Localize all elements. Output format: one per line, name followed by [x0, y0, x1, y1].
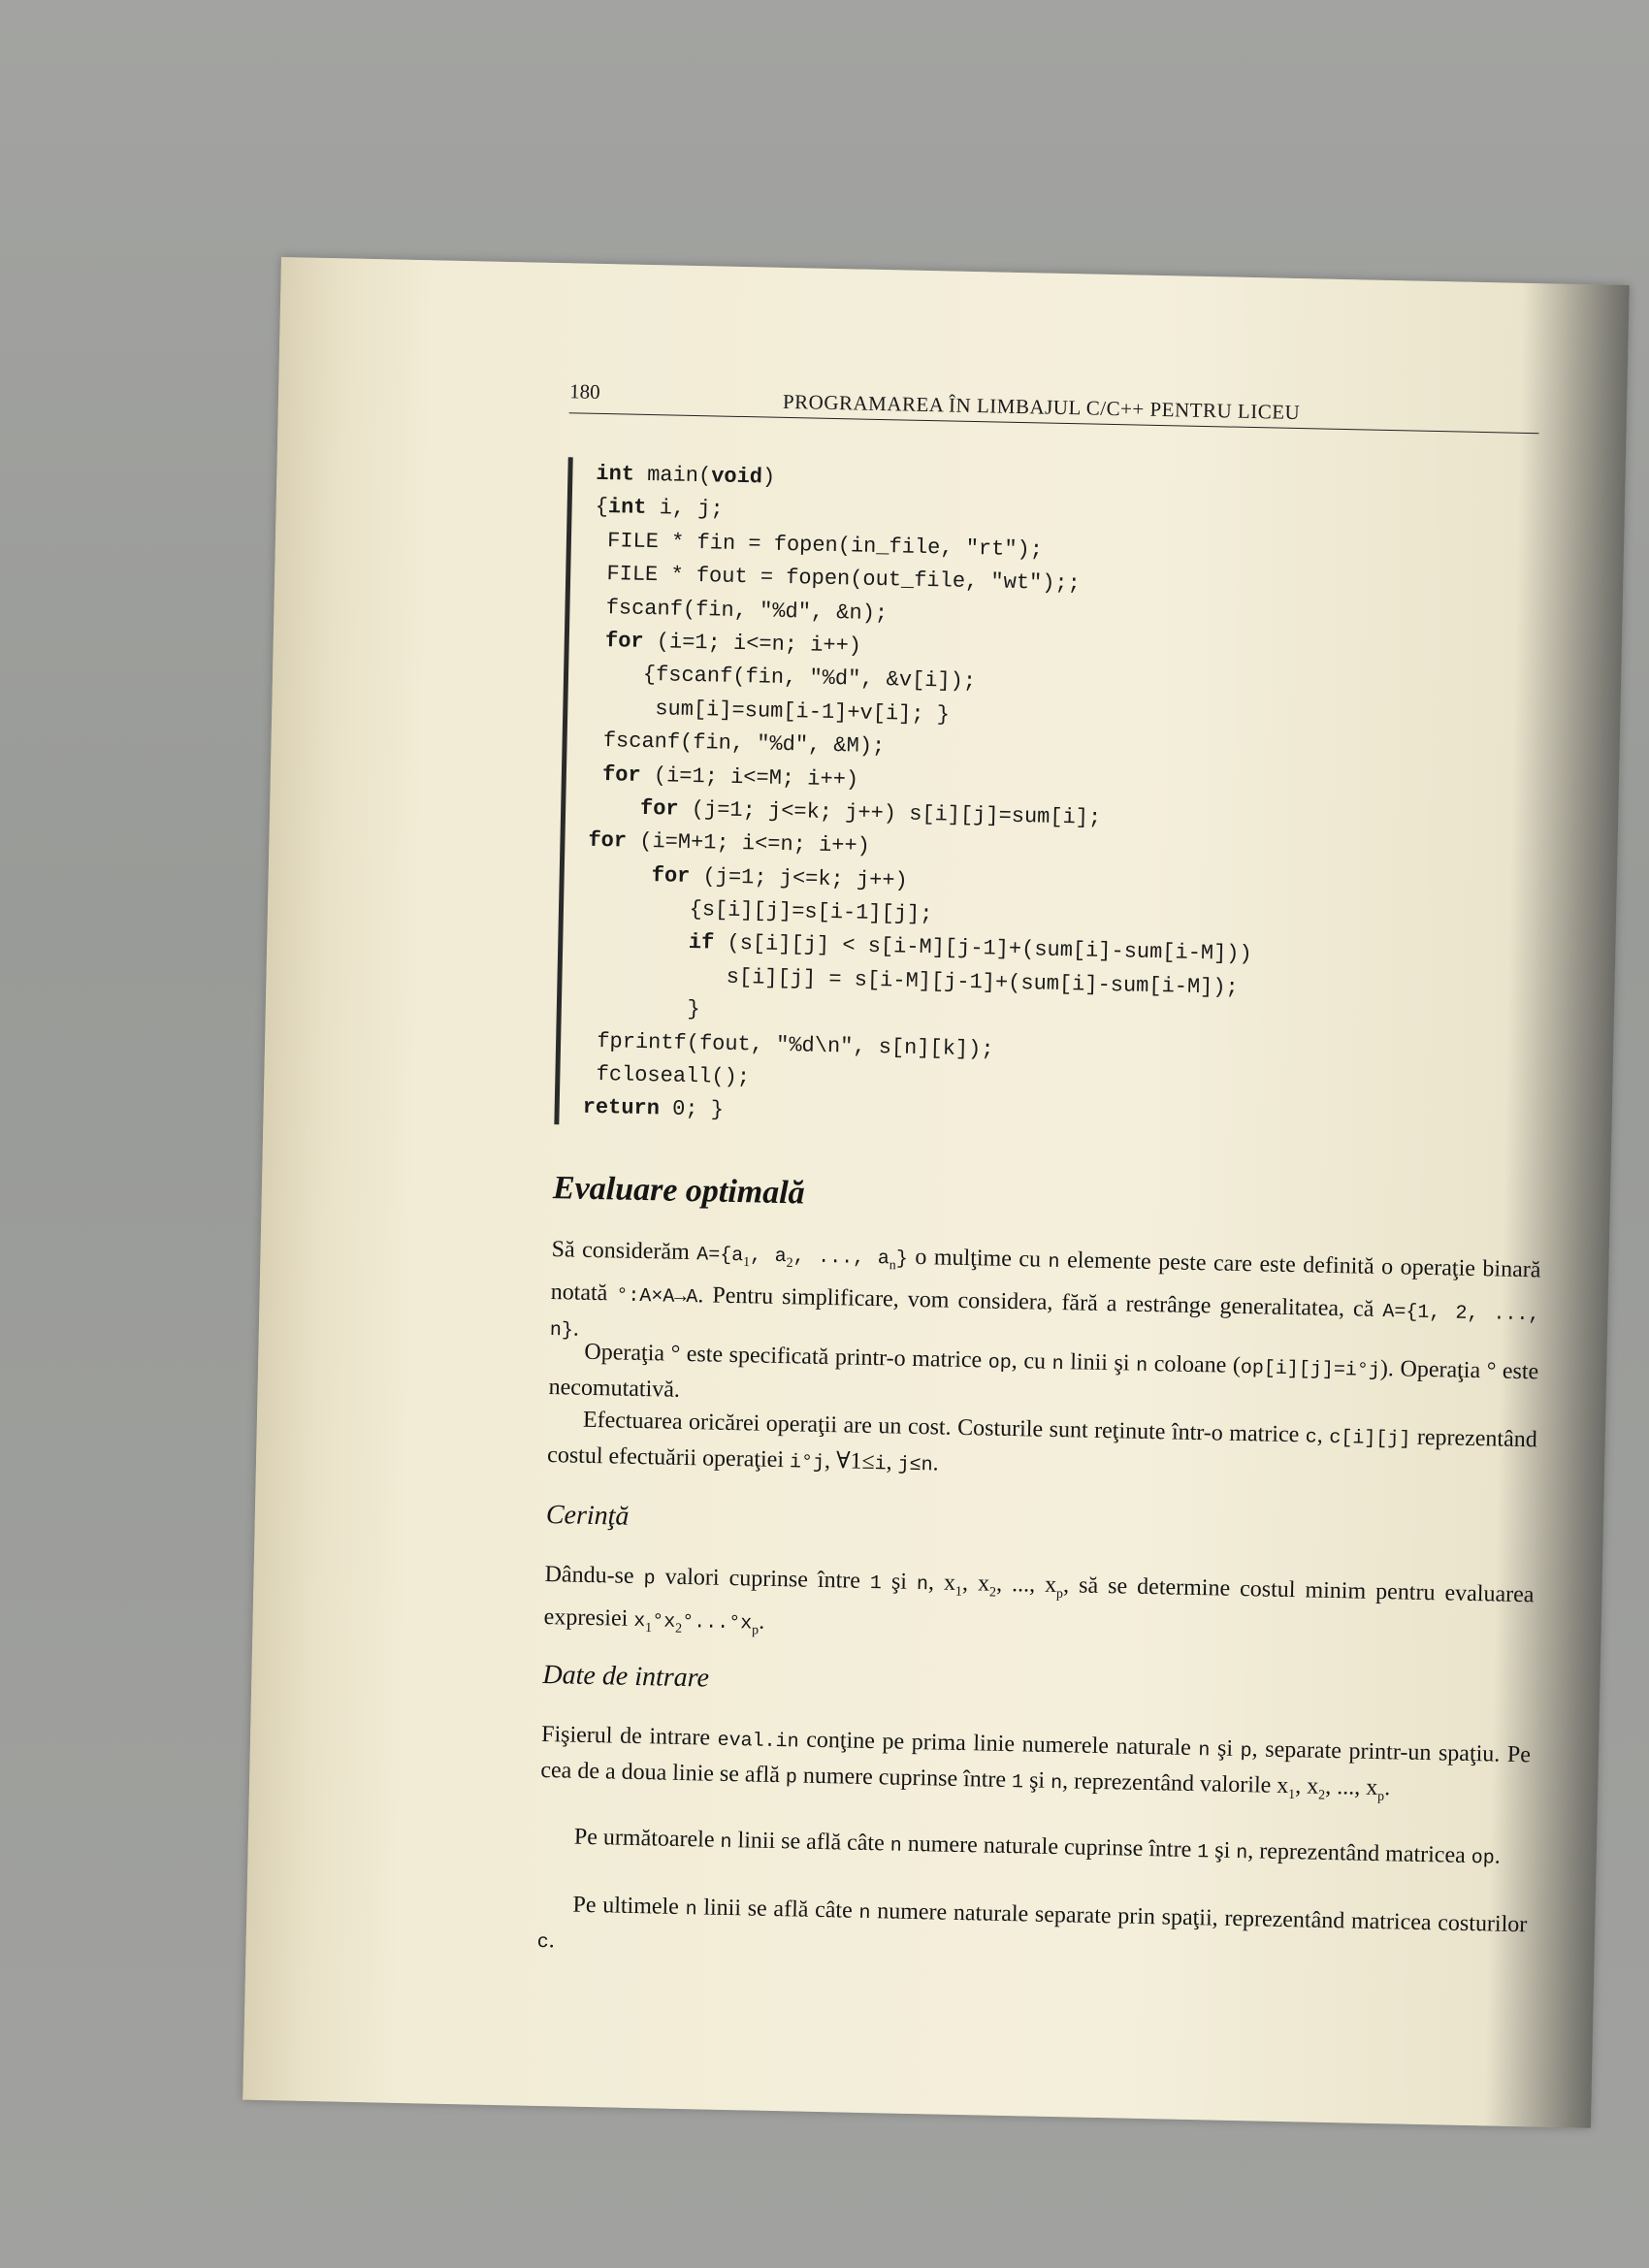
- code-listing: [554, 457, 1469, 1143]
- intro-paragraph-2: Operaţia ° este specificată printr-o matrice op, cu n linii şi n coloane (op[i][j]=i°j). Operaţia ° este necomutativă.: [548, 1339, 1539, 1403]
- code-line: if (s[i][j] < s[i-M][j-1]+(sum[i]-sum[i-M])): [688, 930, 1252, 967]
- code-line: for (i=M+1; i<=n; i++): [588, 828, 871, 859]
- intro-paragraph-1: Să considerăm $A=\{a_1$, $a_2$, ..., $a_n$} o mulţime cu n elemente peste care este definită o operaţie binară notată °:A×A→A. Pentru simplificare, vom considera, fără a restrânge generalitatea, că A={1, 2, ..., n}.: [549, 1237, 1541, 1343]
- code-line: for (i=1; i<=n; i++): [604, 629, 862, 659]
- code-line: s[i][j] = s[i-M][j-1]+(sum[i]-sum[i-M]);: [585, 961, 1240, 1000]
- code-line: }: [584, 994, 700, 1022]
- requirement-paragraph: Dându-se p valori cuprinse între 1 şi n, $x_1$, $x_2$, ..., $x_p$, să se determine costul minim pentru evaluarea expresiei $x_1^\circ x_2^\circ...^\circ x_p$.: [543, 1561, 1535, 1638]
- book-page: [242, 257, 1629, 2128]
- code-line: for (j=1; j<=k; j++) s[i][j]=sum[i];: [639, 795, 1102, 830]
- intro-paragraph-3: Efectuarea oricărei operaţii are un cost. Costurile sunt reţinute într-o matrice c, c[i][j] reprezentând costul efectuării operaţiei i°j, ∀1≤i, j≤n.: [546, 1407, 1538, 1477]
- code-line: for (j=1; j<=k; j++): [651, 862, 909, 893]
- code-line: fprintf(fout, "%d\n", s[n][k]);: [583, 1028, 994, 1062]
- code-line: fscanf(fin, "%d", &M);: [590, 728, 886, 760]
- code-line: {s[i][j]=s[i-1][j];: [586, 894, 933, 927]
- running-title: PROGRAMAREA ÎN LIMBAJUL C/C++ PENTRU LICEU: [782, 389, 1301, 425]
- code-line: for (i=1; i<=M; i++): [601, 761, 859, 793]
- running-head: [569, 379, 1540, 434]
- code-line: {fscanf(fin, "%d", &v[i]);: [591, 662, 977, 695]
- input-title: Date de intrare: [542, 1659, 710, 1694]
- requirement-title: Cerinţă: [545, 1500, 630, 1532]
- code-line: FILE * fout = fopen(out_file, "wt");;: [593, 561, 1082, 597]
- code-line: fcloseall();: [583, 1061, 751, 1090]
- page-number: 180: [568, 379, 600, 404]
- input-paragraph-3: Pe ultimele n linii se află câte n numere naturale separate prin spaţii, reprezentând matricea costurilor c.: [536, 1892, 1528, 1955]
- code-line: int main(void): [596, 461, 776, 490]
- code-line: sum[i]=sum[i-1]+v[i]; }: [591, 695, 951, 728]
- code-line: FILE * fin = fopen(in_file, "rt");: [594, 528, 1044, 563]
- code-line: {int i, j;: [595, 495, 724, 522]
- code-line: return 0; }: [582, 1095, 725, 1123]
- code-line: fscanf(fin, "%d", &n);: [593, 595, 889, 626]
- input-paragraph-2: Pe următoarele n linii se află câte n numere naturale cuprinse între 1 şi n, reprezentând matricea op.: [573, 1824, 1502, 1870]
- input-paragraph-1: Fişierul de intrare eval.in conţine pe prima linie numerele naturale n şi p, separate printr-un spaţiu. Pe cea de a doua linie se află p numere cuprinse între 1 şi n, reprezentând valorile $x_1$, $x_2$, ..., $x_p$.: [540, 1721, 1532, 1804]
- section-title: Evaluare optimală: [552, 1170, 806, 1212]
